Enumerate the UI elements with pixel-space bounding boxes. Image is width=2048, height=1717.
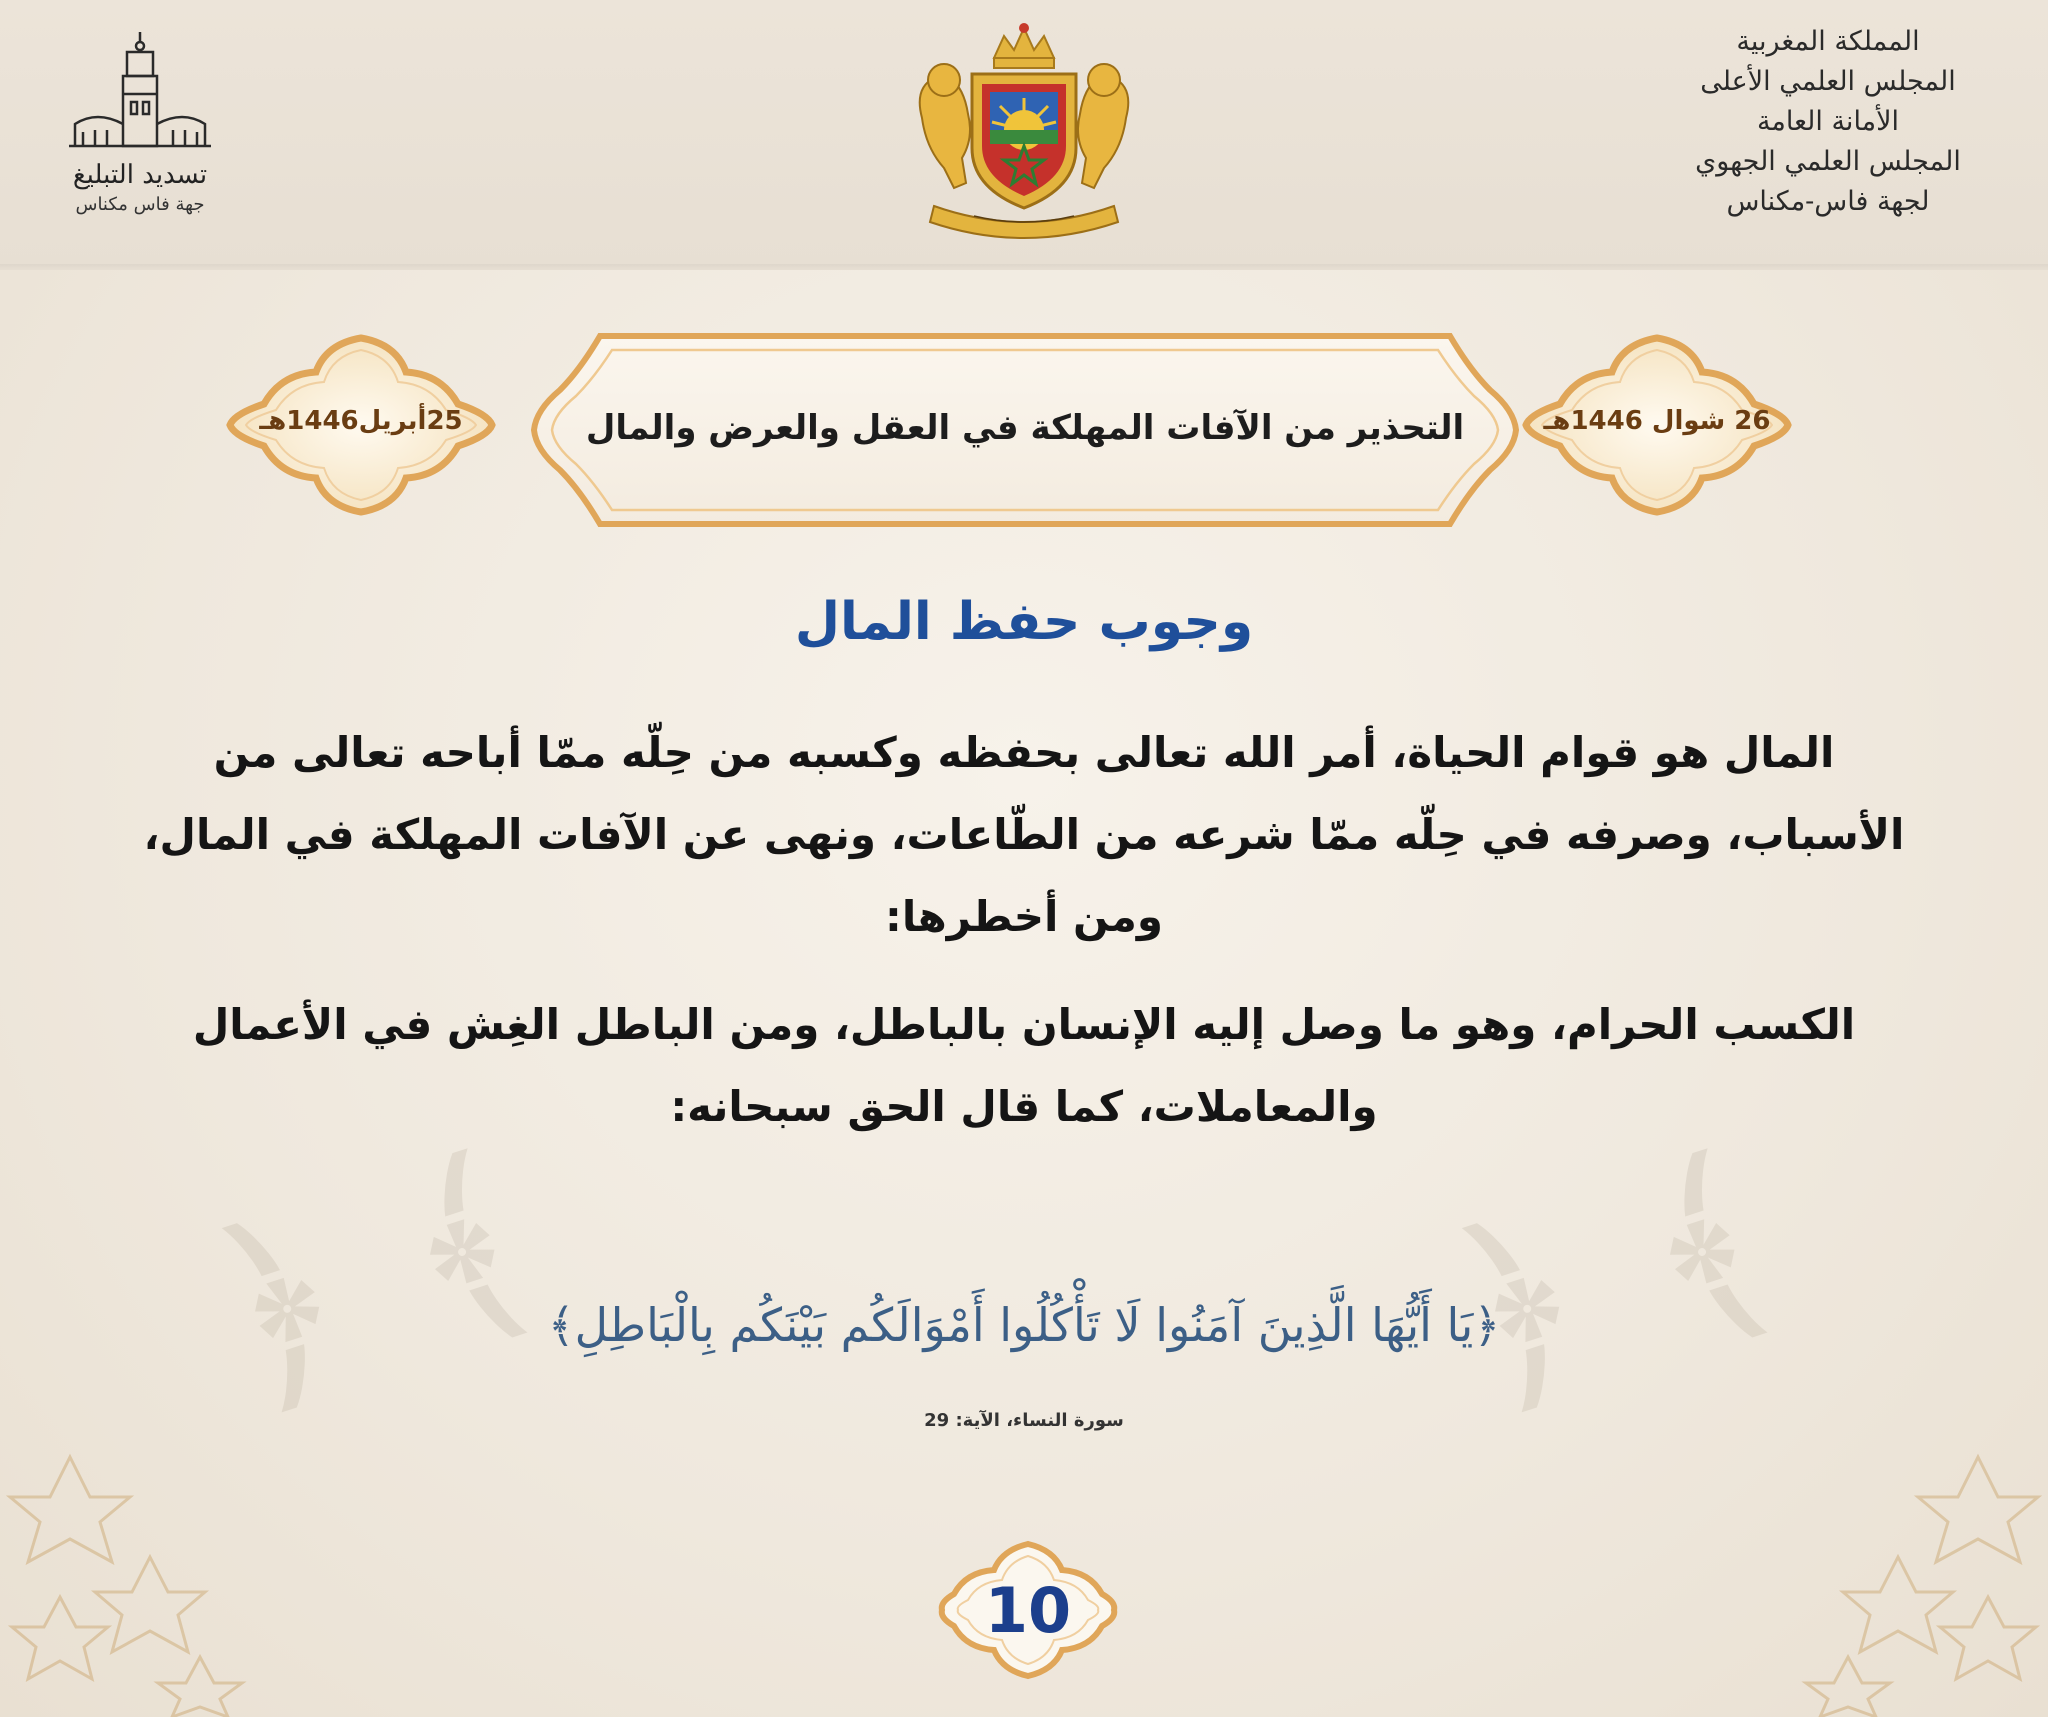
logo-title: تسديد التبليغ (72, 160, 208, 190)
section-heading: وجوب حفظ المال (794, 592, 1254, 652)
page-number: 10 (984, 1574, 1072, 1647)
org-line-secretariat: الأمانة العامة (1756, 106, 1900, 137)
background-calligraphy-left: ﴿ ﴾ (178, 1105, 570, 1451)
gregorian-date-badge (226, 334, 496, 516)
header-band (0, 0, 2048, 270)
corner-ornament-left (0, 1417, 260, 1717)
verse-reference: سورة النساء، الآية: 29 (924, 1410, 1124, 1431)
organization-block (1678, 22, 1978, 222)
paragraph-1: المال هو قوام الحياة، أمر الله تعالى بحفظه وكسبه من حِلّه ممّا أباحه تعالى من الأسباب، وصرفه في حِلّه ممّا شرعه من الطّاعات، ونهى عن الآفات المهلكة في المال، ومن أخطرها: (143, 728, 1905, 941)
org-line-supreme-council: المجلس العلمي الأعلى (1700, 66, 1956, 97)
quran-verse: ﴿يَا أَيُّهَا الَّذِينَ آمَنُوا لَا تَأْكُلُوا أَمْوَالَكُم بَيْنَكُم بِالْبَاطِلِ﴾ (547, 1298, 1501, 1352)
corner-ornament-right (1788, 1417, 2048, 1717)
logo-subtitle: جهة فاس مكناس (75, 194, 205, 215)
royal-coat-of-arms-icon (904, 18, 1144, 248)
background-calligraphy-right: ﴿ ﴾ (1418, 1105, 1810, 1451)
title-frame (530, 330, 1520, 530)
org-line-region: لجهة فاس-مكناس (1726, 186, 1930, 217)
hijri-date: 26 شوال 1446هـ (1543, 406, 1771, 436)
main-title: التحذير من الآفات المهلكة في العقل والعرض والمال (585, 408, 1465, 448)
tasdid-tabligh-logo (60, 28, 220, 238)
minaret-icon (65, 28, 215, 158)
hijri-date-badge (1522, 334, 1792, 516)
org-line-regional-council: المجلس العلمي الجهوي (1695, 146, 1961, 177)
page-number-badge (938, 1540, 1118, 1680)
paragraph-2: الكسب الحرام، وهو ما وصل إليه الإنسان بالباطل، ومن الباطل الغِش في الأعمال والمعاملات، كما قال الحق سبحانه: (192, 1000, 1856, 1131)
gregorian-date: 25أبريل1446هـ (259, 406, 463, 436)
body-text (130, 712, 1918, 1174)
org-line-country: المملكة المغربية (1736, 26, 1920, 57)
